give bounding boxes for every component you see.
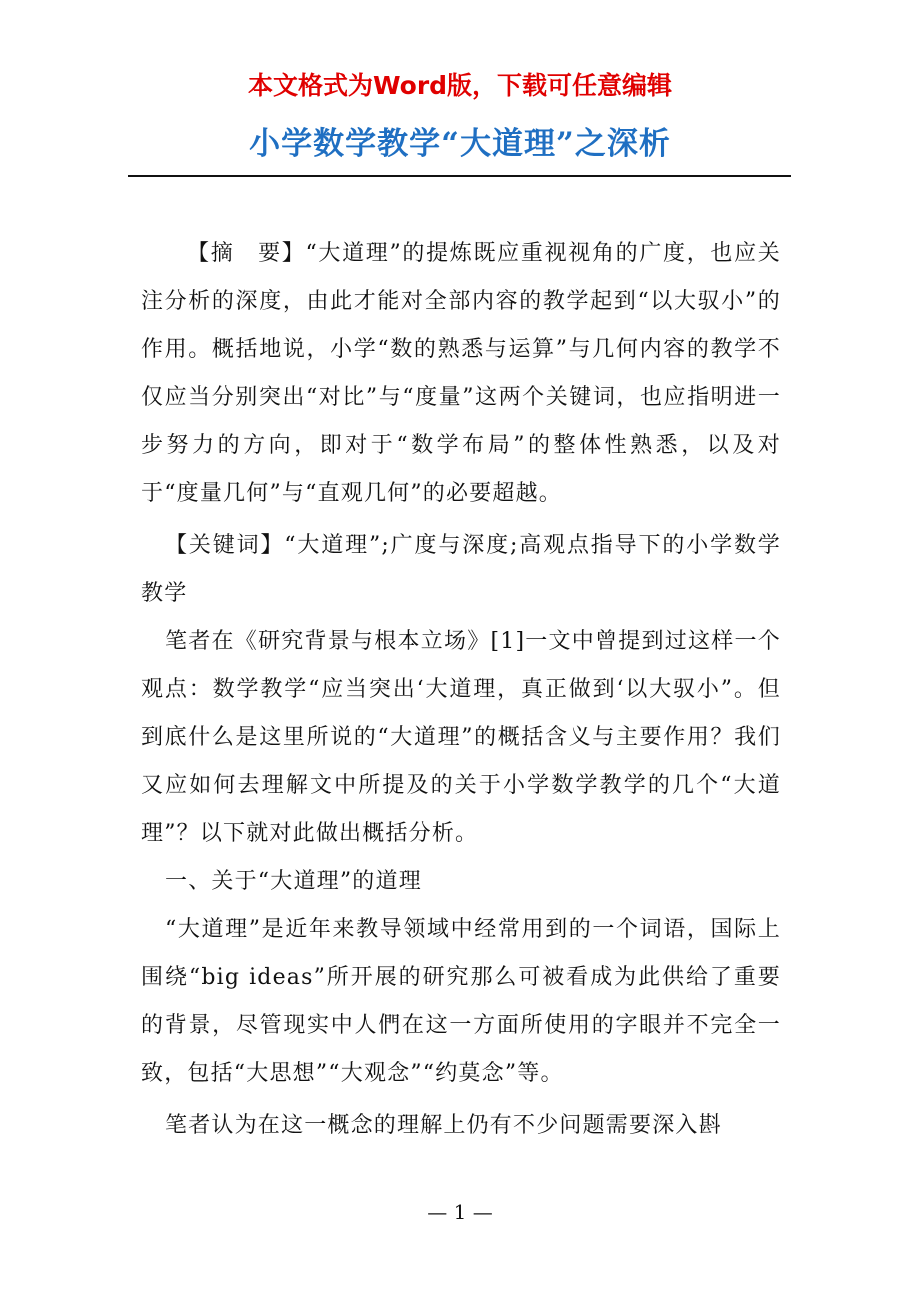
document-title: 小学数学教学“大道理”之深析 [249, 126, 671, 162]
page-number: — 1 — [427, 1200, 493, 1224]
body-paragraph-2: “大道理”是近年来教导领域中经常用到的一个词语，国际上围绕“big ideas”所开展的研究那么可被看成为此供给了重要的背景，尽管现实中人們在这一方面所使用的字眼并不完全一致，包括“大思想”“大观念”“约莫念”等。 [141, 917, 781, 1086]
keywords-label: 【关键词】 [165, 533, 285, 558]
document-body [141, 230, 781, 1150]
title-divider [128, 175, 791, 177]
keywords-text: “大道理”;广度与深度;高观点指导下的小学数学教学 [141, 533, 781, 606]
abstract-paragraph [141, 230, 781, 518]
abstract-text: “大道理”的提炼既应重视视角的广度，也应关注分析的深度，由此才能对全部内容的教学起到“以大驭小”的作用。概括地说，小学“数的熟悉与运算”与几何内容的教学不仅应当分别突出“对比”与“度量”这两个关键词，也应指明进一步努力的方向，即对于“数学布局”的整体性熟悉，以及对于“度量几何”与“直观几何”的必要超越。 [141, 241, 781, 506]
section-heading-1: 一、关于“大道理”的道理 [165, 869, 422, 894]
abstract-label: 【摘 要】 [187, 241, 306, 266]
keywords-paragraph [141, 522, 781, 618]
body-paragraph-1: 笔者在《研究背景与根本立场》[1]一文中曾提到过这样一个观点：数学教学“应当突出‘大道理，真正做到‘以大驭小”。但到底什么是这里所说的“大道理”的概括含义与主要作用？我们又应如何去理解文中所提及的关于小学数学教学的几个“大道理”？以下就对此做出概括分析。 [141, 629, 781, 846]
download-banner: 本文格式为Word版，下载可任意编辑 [247, 71, 673, 100]
body-paragraph-3: 笔者认为在这一概念的理解上仍有不少问题需要深入斟 [165, 1113, 722, 1138]
